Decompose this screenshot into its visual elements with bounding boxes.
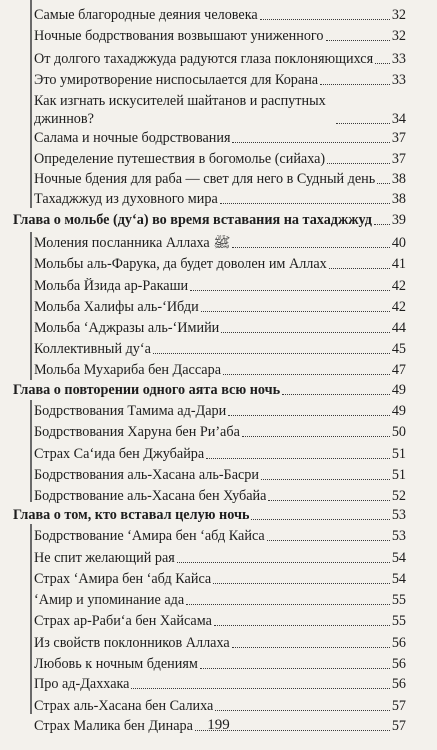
entry-title: От долгого тахаджжуда радуются глаза поклоняющихся (34, 51, 374, 67)
dot-leader (282, 394, 390, 395)
entry-title: Не спит желающий рая (34, 550, 175, 566)
dot-leader (374, 224, 390, 225)
toc-entry-row (34, 526, 406, 545)
entry-page-number: 49 (391, 403, 406, 419)
dot-leader (242, 436, 390, 437)
dot-leader (228, 415, 390, 416)
dot-leader (232, 247, 389, 248)
entry-title: Тахаджжуд из духовного мира (34, 191, 218, 207)
toc-entry-row (34, 360, 406, 379)
entry-page-number: 57 (391, 718, 406, 734)
dot-leader (206, 458, 390, 459)
entry-page-number: 56 (391, 676, 406, 692)
entry-page-number: 42 (391, 299, 406, 315)
toc-entry-row (34, 590, 406, 609)
dot-leader (377, 183, 390, 184)
toc-entry-row (34, 674, 406, 693)
chapter-title: Глава о том, кто вставал целую ночь (13, 507, 250, 523)
toc-entry-row (34, 633, 406, 652)
entry-page-number: 37 (391, 151, 406, 167)
entry-page-number: 56 (391, 635, 406, 651)
entry-title: Бодрствования аль-Хасана аль-Басри (34, 467, 259, 483)
entry-page-number: 40 (391, 235, 406, 251)
entry-page-number: 52 (391, 488, 406, 504)
toc-entry-row (34, 128, 406, 147)
dot-leader (200, 668, 390, 669)
toc-entry-row (34, 49, 406, 68)
toc-entry-row (34, 548, 406, 567)
dot-leader (327, 163, 390, 164)
dot-leader (267, 540, 390, 541)
entry-title: Мольба ‘Аджразы аль-‘Имийи (34, 320, 220, 336)
toc-entry-row (34, 233, 406, 252)
dot-leader (190, 290, 390, 291)
entry-page-number: 32 (391, 7, 406, 23)
dot-leader (232, 142, 389, 143)
chapter-title: Глава о повторении одного аята всю ночь (13, 382, 281, 398)
box-rule (30, 0, 32, 208)
dot-leader (153, 353, 390, 354)
box-rule (30, 400, 32, 502)
entry-page-number: 32 (391, 28, 406, 44)
entry-title: Бодрствования Харуна бен Ри’аба (34, 424, 240, 440)
entry-page-number: 50 (391, 424, 406, 440)
toc-entry-row (34, 318, 406, 337)
toc-entry-row (34, 486, 406, 505)
dot-leader (186, 604, 390, 605)
entry-title: Мольба Мухариба бен Дассара (34, 362, 221, 378)
entry-title: Страх ‘Амира бен ‘абд Кайса (34, 571, 212, 587)
entry-page-number: 33 (391, 51, 406, 67)
dot-leader (336, 123, 390, 124)
entry-title: Моления посланника Аллаха ﷺ (34, 235, 231, 251)
toc-entry-row (34, 149, 406, 168)
dot-leader (177, 562, 390, 563)
entry-page-number: 34 (391, 111, 406, 127)
toc-chapter-row (13, 380, 406, 399)
entry-title: Страх Са‘ида бен Джубайра (34, 446, 205, 462)
entry-page-number: 38 (391, 171, 406, 187)
entry-page-number: 44 (391, 320, 406, 336)
entry-page-number: 53 (391, 507, 406, 523)
entry-title: Ночные бодрствования возвышают униженного (34, 28, 324, 44)
entry-title: Любовь к ночным бдениям (34, 656, 198, 672)
dot-leader (232, 647, 390, 648)
toc-chapter-row (13, 210, 406, 229)
toc-entry-row (34, 169, 406, 188)
entry-page-number: 56 (391, 656, 406, 672)
toc-entry-row (34, 254, 406, 273)
entry-title: Страх ар-Раби‘а бен Хайсама (34, 613, 212, 629)
dot-leader (201, 311, 390, 312)
dot-leader (329, 268, 390, 269)
entry-title: Мольба Йзида ар-Ракаши (34, 278, 189, 294)
toc-entry-row (34, 465, 406, 484)
dot-leader (221, 332, 390, 333)
entry-page-number: 54 (391, 550, 406, 566)
toc-entry-row (34, 189, 406, 208)
dot-leader (220, 203, 390, 204)
page-number: 199 (207, 717, 230, 733)
entry-title: Бодрствования Тамима ад-Дари (34, 403, 227, 419)
entry-page-number: 51 (391, 446, 406, 462)
toc-entry-row (34, 5, 406, 24)
entry-title: Это умиротворение ниспосылается для Корана (34, 72, 319, 88)
entry-title: Из свойств поклонников Аллаха (34, 635, 230, 651)
toc-entry-row (34, 297, 406, 316)
entry-page-number: 55 (391, 592, 406, 608)
toc-entry-row (34, 696, 406, 715)
dot-leader (214, 625, 390, 626)
entry-page-number: 47 (391, 362, 406, 378)
entry-title: Страх Малика бен Динара (34, 718, 193, 734)
entry-page-number: 53 (391, 528, 406, 544)
toc-entry-row (34, 90, 406, 128)
entry-page-number: 54 (391, 571, 406, 587)
dot-leader (260, 19, 390, 20)
entry-page-number: 51 (391, 467, 406, 483)
entry-title: Коллективный ду‘а (34, 341, 151, 357)
toc-entry-row (34, 444, 406, 463)
toc-entry-row (34, 339, 406, 358)
entry-title: Салама и ночные бодрствования (34, 130, 231, 146)
dot-leader (213, 583, 390, 584)
entry-title: Самые благородные деяния человека (34, 7, 258, 23)
entry-title: Мольба Халифы аль-‘Ибди (34, 299, 199, 315)
entry-page-number: 45 (391, 341, 406, 357)
entry-page-number: 57 (391, 698, 406, 714)
entry-title: Бодрствование аль-Хасана бен Хубайа (34, 488, 267, 504)
toc-entry-row (34, 276, 406, 295)
dot-leader (268, 500, 389, 501)
entry-page-number: 37 (391, 130, 406, 146)
entry-page-number: 41 (391, 256, 406, 272)
dot-leader (326, 40, 390, 41)
entry-page-number: 49 (391, 382, 406, 398)
entry-title: Ночные бдения для раба — свет для него в Судный день (34, 171, 376, 187)
chapter-title: Глава о мольбе (ду‘а) во время вставания на тахаджжуд (13, 212, 372, 228)
toc-entry-row (34, 70, 406, 89)
entry-title: Как изгнать искусителей шайтанов и распутных джиннов? (34, 93, 326, 127)
entry-title: Бодрствование ‘Амира бен ‘абд Кайса (34, 528, 265, 544)
toc-entry-row (34, 26, 406, 45)
dot-leader (251, 519, 389, 520)
dot-leader (375, 63, 390, 64)
entry-page-number: 33 (391, 72, 406, 88)
dot-leader (320, 84, 390, 85)
entry-title: Мольбы аль-Фарука, да будет доволен им Аллах (34, 256, 327, 272)
dot-leader (131, 688, 389, 689)
toc-entry-row (34, 611, 406, 630)
box-rule (30, 232, 32, 380)
entry-title: Про ад-Даххака (34, 676, 130, 692)
toc-entry-row (34, 422, 406, 441)
box-rule (30, 524, 32, 714)
dot-leader (261, 479, 390, 480)
entry-page-number: 42 (391, 278, 406, 294)
dot-leader (215, 710, 389, 711)
entry-title: Страх аль-Хасана бен Салиха (34, 698, 214, 714)
toc-entry-row (34, 401, 406, 420)
toc-chapter-row (13, 505, 406, 524)
entry-page-number: 55 (391, 613, 406, 629)
toc-entry-row (34, 569, 406, 588)
entry-title: ‘Амир и упоминание ада (34, 592, 185, 608)
entry-title: Определение путешествия в богомолье (сийаха) (34, 151, 326, 167)
dot-leader (223, 374, 390, 375)
toc-entry-row (34, 654, 406, 673)
entry-page-number: 39 (391, 212, 406, 228)
entry-page-number: 38 (391, 191, 406, 207)
